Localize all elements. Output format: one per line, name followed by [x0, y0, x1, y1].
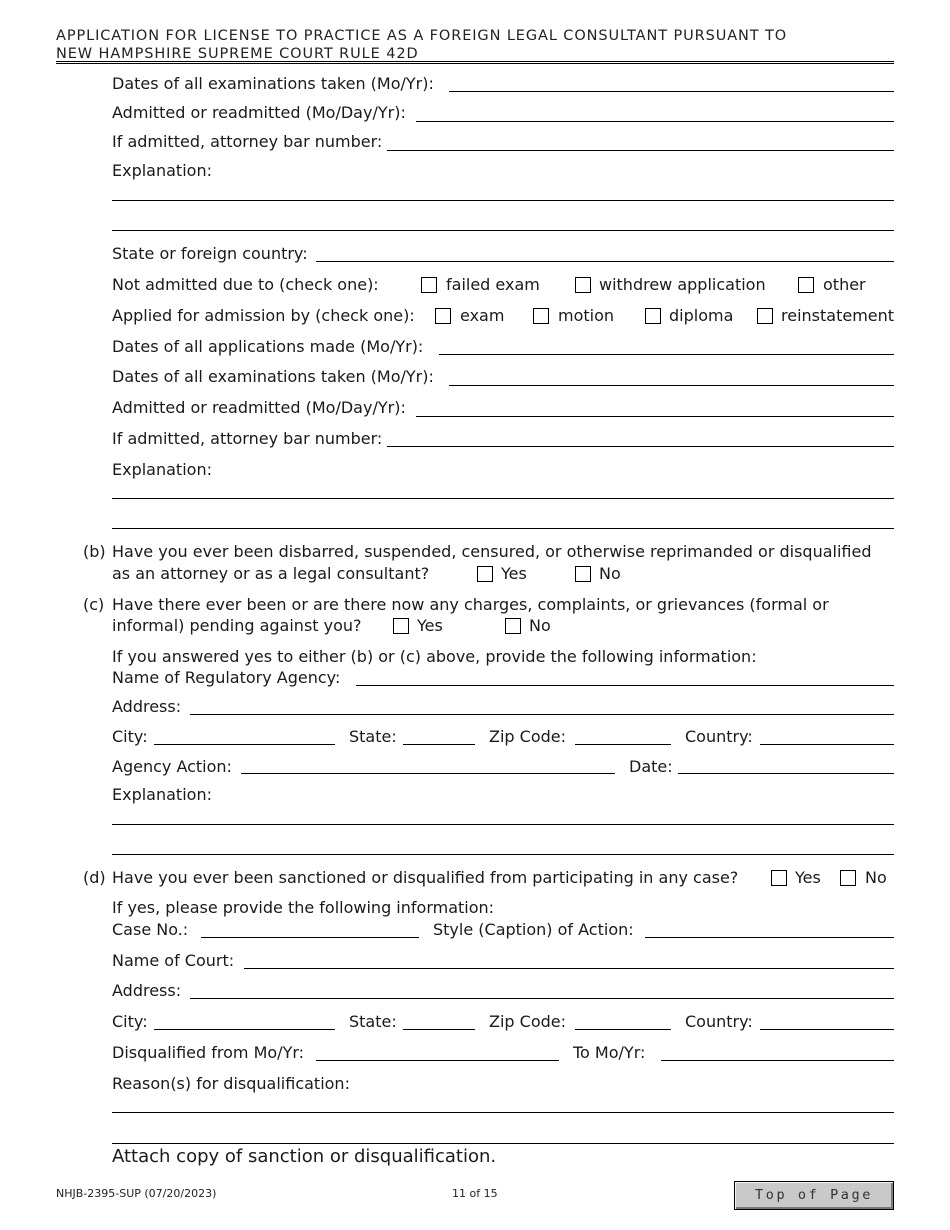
- agency-date-label: Date:: [629, 757, 673, 776]
- court-name-field[interactable]: [244, 968, 894, 969]
- case-number-label: Case No.:: [112, 920, 189, 939]
- style-caption-label: Style (Caption) of Action:: [433, 920, 634, 939]
- failed-exam-checkbox[interactable]: [421, 277, 437, 293]
- bar-number-label: If admitted, attorney bar number:: [112, 132, 383, 151]
- court-state-label: State:: [349, 1012, 397, 1031]
- explanation-line-2[interactable]: [112, 230, 894, 231]
- explanation-label: Explanation:: [112, 161, 212, 180]
- court-name-label: Name of Court:: [112, 951, 235, 970]
- state-country-field[interactable]: [316, 261, 894, 262]
- disqualified-to-field[interactable]: [661, 1060, 894, 1061]
- form-title-line1: APPLICATION FOR LICENSE TO PRACTICE AS A FOREIGN LEGAL CONSULTANT PURSUANT TO: [56, 28, 788, 44]
- diploma-label: diploma: [669, 306, 734, 325]
- court-zip-label: Zip Code:: [489, 1012, 566, 1031]
- agency-country-field[interactable]: [760, 744, 894, 745]
- agency-address-field[interactable]: [190, 714, 894, 715]
- question-b-marker: (b): [83, 542, 106, 561]
- failed-exam-label: failed exam: [446, 275, 540, 294]
- court-zip-field[interactable]: [575, 1029, 671, 1030]
- agency-explanation-line-2[interactable]: [112, 854, 894, 855]
- question-d-no-label: No: [865, 868, 887, 887]
- agency-zip-field[interactable]: [575, 744, 671, 745]
- top-of-page-button[interactable]: Top of Page: [734, 1181, 894, 1210]
- other-checkbox[interactable]: [798, 277, 814, 293]
- reinstatement-label: reinstatement: [781, 306, 895, 325]
- question-c-marker: (c): [83, 595, 105, 614]
- bar-number-label-2: If admitted, attorney bar number:: [112, 429, 383, 448]
- question-c-followup: If you answered yes to either (b) or (c) above, provide the following information:: [112, 647, 757, 666]
- court-country-label: Country:: [685, 1012, 753, 1031]
- reason-label: Reason(s) for disqualification:: [112, 1074, 350, 1093]
- agency-state-field[interactable]: [403, 744, 475, 745]
- explanation-label-2: Explanation:: [112, 460, 212, 479]
- form-id: NHJB-2395-SUP (07/20/2023): [56, 1187, 217, 1200]
- style-caption-field[interactable]: [645, 937, 894, 938]
- question-b-text-1: Have you ever been disbarred, suspended, censured, or otherwise reprimanded or disqualified: [112, 542, 872, 561]
- question-b-no-label: No: [599, 564, 621, 583]
- applied-by-label: Applied for admission by (check one):: [112, 306, 415, 325]
- agency-explanation-line-1[interactable]: [112, 824, 894, 825]
- explanation-line-3[interactable]: [112, 498, 894, 499]
- disqualified-to-label: To Mo/Yr:: [573, 1043, 646, 1062]
- reason-line-2[interactable]: [112, 1143, 894, 1144]
- admitted-date-field[interactable]: [416, 121, 894, 122]
- withdrew-application-checkbox[interactable]: [575, 277, 591, 293]
- exams-taken-field[interactable]: [449, 91, 894, 92]
- explanation-line-1[interactable]: [112, 200, 894, 201]
- agency-explanation-label: Explanation:: [112, 785, 212, 804]
- header-rule-top: [56, 61, 894, 62]
- admitted-date-field-2[interactable]: [416, 416, 894, 417]
- court-address-field[interactable]: [190, 998, 894, 999]
- question-d-marker: (d): [83, 868, 106, 887]
- exams-taken-label-2: Dates of all examinations taken (Mo/Yr):: [112, 367, 434, 386]
- regulatory-agency-field[interactable]: [356, 685, 894, 686]
- agency-address-label: Address:: [112, 697, 182, 716]
- question-d-text: Have you ever been sanctioned or disqualified from participating in any case?: [112, 868, 739, 887]
- agency-city-field[interactable]: [154, 744, 335, 745]
- agency-date-field[interactable]: [678, 773, 894, 774]
- other-label: other: [823, 275, 866, 294]
- admitted-date-label: Admitted or readmitted (Mo/Day/Yr):: [112, 103, 406, 122]
- motion-label: motion: [558, 306, 615, 325]
- state-country-label: State or foreign country:: [112, 244, 308, 263]
- form-title-line2: NEW HAMPSHIRE SUPREME COURT RULE 42D: [56, 46, 419, 62]
- question-b-text-2: as an attorney or as a legal consultant?: [112, 564, 430, 583]
- exam-checkbox[interactable]: [435, 308, 451, 324]
- question-c-no-label: No: [529, 616, 551, 635]
- question-c-text-1: Have there ever been or are there now any charges, complaints, or grievances (formal or: [112, 595, 829, 614]
- bar-number-field[interactable]: [387, 150, 894, 151]
- header-rule-bottom: [56, 63, 894, 64]
- motion-checkbox[interactable]: [533, 308, 549, 324]
- exams-taken-label: Dates of all examinations taken (Mo/Yr):: [112, 74, 434, 93]
- court-city-field[interactable]: [154, 1029, 335, 1030]
- admitted-date-label-2: Admitted or readmitted (Mo/Day/Yr):: [112, 398, 406, 417]
- agency-action-field[interactable]: [241, 773, 615, 774]
- attach-note: Attach copy of sanction or disqualification.: [112, 1146, 497, 1167]
- question-c-yes-label: Yes: [417, 616, 443, 635]
- question-b-yes-label: Yes: [501, 564, 527, 583]
- question-d-no-checkbox[interactable]: [840, 870, 856, 886]
- not-admitted-label: Not admitted due to (check one):: [112, 275, 379, 294]
- question-b-no-checkbox[interactable]: [575, 566, 591, 582]
- explanation-line-4[interactable]: [112, 528, 894, 529]
- question-d-yes-label: Yes: [795, 868, 821, 887]
- court-country-field[interactable]: [760, 1029, 894, 1030]
- question-d-yes-checkbox[interactable]: [771, 870, 787, 886]
- agency-city-label: City:: [112, 727, 148, 746]
- agency-state-label: State:: [349, 727, 397, 746]
- exam-label: exam: [460, 306, 505, 325]
- question-c-text-2: informal) pending against you?: [112, 616, 362, 635]
- exams-taken-field-2[interactable]: [449, 385, 894, 386]
- regulatory-agency-label: Name of Regulatory Agency:: [112, 668, 341, 687]
- withdrew-application-label: withdrew application: [599, 275, 766, 294]
- disqualified-from-label: Disqualified from Mo/Yr:: [112, 1043, 305, 1062]
- disqualified-from-field[interactable]: [316, 1060, 559, 1061]
- question-c-no-checkbox[interactable]: [505, 618, 521, 634]
- reinstatement-checkbox[interactable]: [757, 308, 773, 324]
- case-number-field[interactable]: [201, 937, 419, 938]
- court-city-label: City:: [112, 1012, 148, 1031]
- applications-dates-label: Dates of all applications made (Mo/Yr):: [112, 337, 424, 356]
- court-address-label: Address:: [112, 981, 182, 1000]
- applications-dates-field[interactable]: [439, 354, 894, 355]
- agency-action-label: Agency Action:: [112, 757, 232, 776]
- agency-zip-label: Zip Code:: [489, 727, 566, 746]
- reason-line-1[interactable]: [112, 1112, 894, 1113]
- question-c-yes-checkbox[interactable]: [393, 618, 409, 634]
- question-d-followup: If yes, please provide the following information:: [112, 898, 495, 917]
- page-number: 11 of 15: [452, 1187, 498, 1200]
- question-b-yes-checkbox[interactable]: [477, 566, 493, 582]
- court-state-field[interactable]: [403, 1029, 475, 1030]
- agency-country-label: Country:: [685, 727, 753, 746]
- diploma-checkbox[interactable]: [645, 308, 661, 324]
- bar-number-field-2[interactable]: [387, 446, 894, 447]
